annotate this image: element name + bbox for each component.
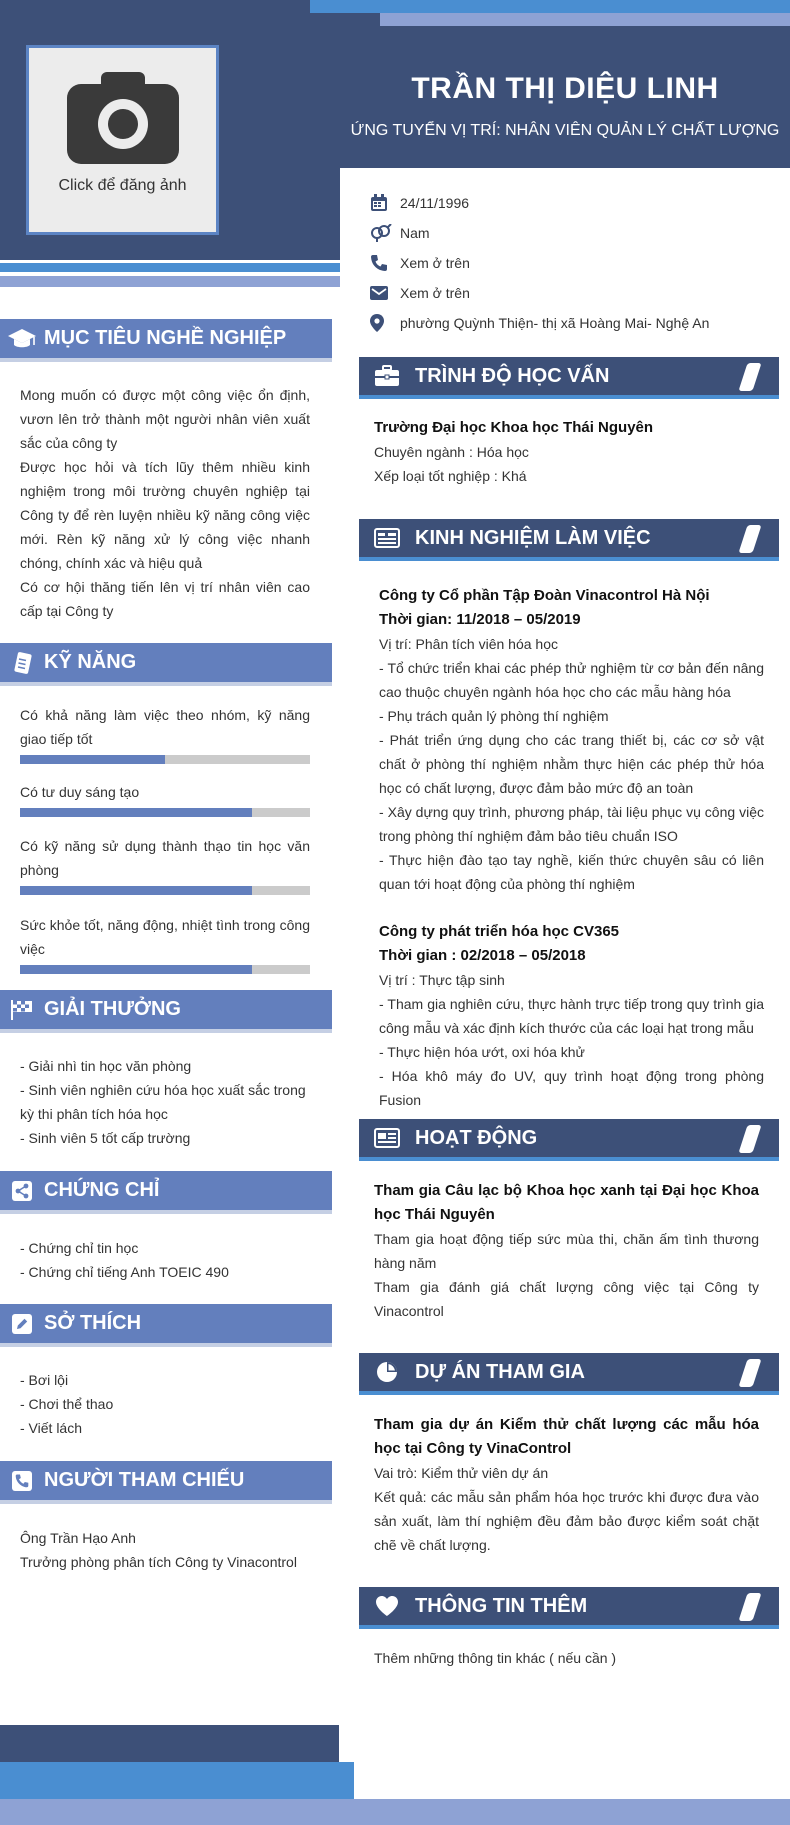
job-duty: - Phát triển ứng dụng cho các trang thiết bị, các cơ sở vật chất ở phòng thí nghiệm nhằm thực hiện các phép thử hóa học có chất lượng, được đảm bảo mức độ an toàn — [379, 732, 764, 796]
skill-label: Có khả năng làm việc theo nhóm, kỹ năng giao tiếp tốt — [20, 707, 310, 747]
contact-address-value: phường Quỳnh Thiện- thị xã Hoàng Mai- Nghệ An — [400, 315, 710, 331]
skill-bar-fill — [20, 886, 252, 895]
certificate-item: - Chứng chỉ tiếng Anh TOEIC 490 — [20, 1264, 229, 1280]
id-card-icon — [359, 528, 415, 548]
job-duty: - Tham gia nghiên cứu, thực hành trực tiếp trong quy trình gia công mẫu và xác định kích thước của các loại hạt trong mẫu — [379, 996, 764, 1036]
activity-heading: Tham gia Câu lạc bộ Khoa học xanh tại Đại học Khoa học Thái Nguyên — [374, 1182, 759, 1223]
section-hobbies-header — [0, 1304, 332, 1343]
activity-line: Tham gia hoạt động tiếp sức mùa thi, chăn ấm tình thương hàng năm — [374, 1231, 759, 1271]
activities-block — [374, 1179, 759, 1323]
share-icon — [0, 1181, 44, 1201]
skill-bar — [20, 886, 310, 895]
section-references-header — [0, 1461, 332, 1500]
skill-bar — [20, 808, 310, 817]
job-duty: - Tổ chức triển khai các phép thử nghiệm từ cơ bản đến nâng cao thuộc chuyên ngành hóa học cho các mẫu hàng hóa — [379, 660, 764, 700]
section-education-title: TRÌNH ĐỘ HỌC VẤN — [415, 364, 610, 387]
skill-bar-fill — [20, 755, 165, 764]
skill-bar-fill — [20, 808, 252, 817]
award-item: - Sinh viên nghiên cứu hóa học xuất sắc trong kỳ thi phân tích hóa học — [20, 1082, 306, 1122]
section-extra-title: THÔNG TIN THÊM — [415, 1594, 588, 1617]
contact-phone — [370, 248, 709, 278]
header-accent-strip — [310, 0, 790, 13]
contact-email — [370, 278, 709, 308]
map-pin-icon — [370, 314, 400, 332]
awards-text — [20, 1054, 310, 1150]
section-tab-decoration — [738, 1359, 761, 1387]
skill-item — [20, 834, 310, 895]
skill-item — [20, 913, 310, 974]
section-tab-decoration — [738, 363, 761, 391]
project-heading: Tham gia dự án Kiểm thử chất lượng các mẫu hóa học tại Công ty VinaControl — [374, 1416, 759, 1457]
photo-caption: Click để đăng ảnh — [58, 177, 187, 194]
section-references-title: NGƯỜI THAM CHIẾU — [44, 1469, 245, 1491]
section-extra-header — [359, 1587, 779, 1629]
skill-bar — [20, 755, 310, 764]
footer-band-dark — [0, 1725, 339, 1762]
job-company: Công ty phát triển hóa học CV365 — [379, 923, 620, 940]
footer-band-blue — [0, 1762, 354, 1799]
candidate-name: TRẦN THỊ DIỆU LINH — [411, 72, 719, 105]
skill-item — [20, 780, 310, 817]
hobby-item: - Viết lách — [20, 1420, 82, 1436]
job-duty: - Xây dựng quy trình, phương pháp, tài liệu phục vụ công việc trong phòng thí nghiệm đảm bảo tiêu chuẩn ISO — [379, 804, 764, 844]
skill-bar — [20, 965, 310, 974]
projects-block — [374, 1413, 759, 1557]
flag-icon — [0, 999, 44, 1021]
project-role: Vai trò: Kiểm thử viên dự án — [374, 1465, 549, 1481]
pencil-icon — [0, 1314, 44, 1334]
heart-icon — [359, 1595, 415, 1617]
calendar-icon — [370, 194, 400, 212]
job-company: Công ty Cổ phần Tập Đoàn Vinacontrol Hà Nội — [379, 587, 710, 604]
section-certificates-header — [0, 1171, 332, 1210]
pie-chart-icon — [359, 1361, 415, 1383]
contact-gender — [370, 218, 709, 248]
briefcase-icon — [359, 365, 415, 387]
job-duty: - Thực hiện đào tạo tay nghề, kiến thức chuyên sâu có liên quan tới hoạt động của phòng thí nghiệm — [379, 852, 764, 892]
award-item: - Sinh viên 5 tốt cấp trường — [20, 1130, 191, 1146]
reference-line: Ông Trần Hạo Anh — [20, 1530, 136, 1546]
objective-text — [20, 383, 310, 623]
newspaper-icon — [359, 1128, 415, 1148]
header-divider-blue — [0, 263, 340, 272]
section-activities-title: HOẠT ĐỘNG — [415, 1126, 538, 1149]
education-school: Trường Đại học Khoa học Thái Nguyên — [374, 419, 654, 436]
education-grade: Xếp loại tốt nghiệp : Khá — [374, 468, 527, 484]
job-item — [379, 920, 764, 1112]
notebook-icon — [0, 652, 44, 674]
gender-icon — [370, 224, 400, 242]
hobby-item: - Chơi thể thao — [20, 1396, 114, 1412]
objective-paragraph: Được học hỏi và tích lũy thêm nhiều kinh nghiệm trong môi trường chuyên nghiệp tại Công ty để rèn luyện nhiều kỹ năng công việc mới. Rèn kỹ năng xử lý công việc nhanh chóng, chính xác và hiệu quả — [20, 459, 310, 571]
job-time: Thời gian : 02/2018 – 05/2018 — [379, 947, 586, 964]
project-result: Kết quả: các mẫu sản phẩm hóa học trước khi được đưa vào sản xuất, làm thí nghiệm đều đảm bảo được kiểm soát chặt chẽ về chất lượng. — [374, 1489, 759, 1553]
envelope-icon — [370, 285, 400, 301]
contact-dob-value: 24/11/1996 — [400, 195, 470, 211]
certificate-item: - Chứng chỉ tin học — [20, 1240, 139, 1256]
contact-info — [370, 188, 709, 338]
section-projects-title: DỰ ÁN THAM GIA — [415, 1360, 585, 1383]
job-role: Vị trí : Thực tập sinh — [379, 972, 505, 988]
camera-icon — [67, 70, 179, 166]
certificates-text — [20, 1236, 310, 1284]
contact-phone-value: Xem ở trên — [400, 255, 470, 271]
references-text — [20, 1526, 310, 1574]
graduation-cap-icon — [0, 328, 44, 350]
section-hobbies-title: SỞ THÍCH — [44, 1312, 142, 1334]
hobby-item: - Bơi lội — [20, 1372, 69, 1388]
section-tab-decoration — [738, 1593, 761, 1621]
hobbies-text — [20, 1368, 310, 1440]
section-skills-title: KỸ NĂNG — [44, 651, 137, 673]
section-objective-header — [0, 319, 332, 358]
job-duty: - Phụ trách quản lý phòng thí nghiệm — [379, 708, 609, 724]
section-certificates-title: CHỨNG CHỈ — [44, 1179, 160, 1201]
skill-item — [20, 703, 310, 764]
header-divider-light — [0, 276, 340, 287]
job-role: Vị trí: Phân tích viên hóa học — [379, 636, 558, 652]
skill-label: Có tư duy sáng tạo — [20, 784, 140, 800]
phone-icon — [0, 1471, 44, 1491]
skill-label: Sức khỏe tốt, năng động, nhiệt tình trong công việc — [20, 917, 310, 957]
award-item: - Giải nhì tin học văn phòng — [20, 1058, 192, 1074]
header-accent-strip-light — [380, 13, 790, 26]
photo-upload[interactable] — [26, 45, 219, 235]
reference-line: Trưởng phòng phân tích Công ty Vinacontrol — [20, 1554, 297, 1570]
activity-line: Tham gia đánh giá chất lượng công việc tại Công ty Vinacontrol — [374, 1279, 759, 1319]
job-duty: - Thực hiện hóa ướt, oxi hóa khử — [379, 1044, 585, 1060]
section-projects-header — [359, 1353, 779, 1395]
job-duty: - Hóa khô máy đo UV, quy trình hoạt động trong phòng Fusion — [379, 1068, 764, 1108]
section-education-header — [359, 357, 779, 399]
contact-dob — [370, 188, 709, 218]
job-item — [379, 584, 764, 896]
contact-email-value: Xem ở trên — [400, 285, 470, 301]
section-experience-title: KINH NGHIỆM LÀM VIỆC — [415, 526, 651, 549]
section-activities-header — [359, 1119, 779, 1161]
objective-paragraph: Mong muốn có được một công việc ổn định, vươn lên trở thành một người nhân viên xuất sắc của công ty — [20, 387, 310, 451]
skill-bar-fill — [20, 965, 252, 974]
extra-block — [374, 1646, 759, 1670]
education-block — [374, 416, 759, 488]
section-experience-header — [359, 519, 779, 561]
education-major: Chuyên ngành : Hóa học — [374, 444, 529, 460]
applied-position: ỨNG TUYỂN VỊ TRÍ: NHÂN VIÊN QUẢN LÝ CHẤT LƯỢNG — [350, 122, 780, 139]
objective-paragraph: Có cơ hội thăng tiến lên vị trí nhân viên cao cấp tại Công ty — [20, 579, 310, 619]
contact-address — [370, 308, 709, 338]
section-awards-header — [0, 990, 332, 1029]
extra-text: Thêm những thông tin khác ( nếu cần ) — [374, 1650, 617, 1666]
skill-label: Có kỹ năng sử dụng thành thạo tin học văn phòng — [20, 838, 310, 878]
section-skills-header — [0, 643, 332, 682]
footer-band-light — [0, 1799, 790, 1825]
phone-icon — [370, 254, 400, 272]
section-tab-decoration — [738, 525, 761, 553]
section-objective-title: MỤC TIÊU NGHỀ NGHIỆP — [44, 327, 287, 349]
section-awards-title: GIẢI THƯỞNG — [44, 998, 181, 1020]
section-tab-decoration — [738, 1125, 761, 1153]
contact-gender-value: Nam — [400, 225, 430, 241]
job-time: Thời gian: 11/2018 – 05/2019 — [379, 611, 581, 628]
